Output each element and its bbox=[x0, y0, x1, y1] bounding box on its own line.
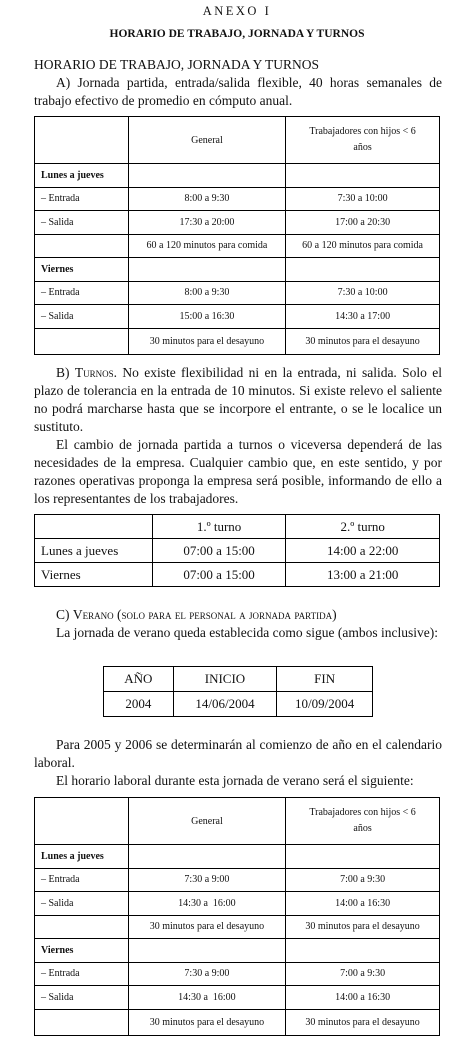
table-cell: 07:00 a 15:00 bbox=[152, 563, 286, 587]
table-cell: 7:30 a 9:00 bbox=[128, 868, 285, 892]
column-header-general: General bbox=[128, 117, 285, 164]
table-cell-empty bbox=[128, 939, 285, 963]
table-row bbox=[35, 328, 440, 354]
table-row bbox=[35, 892, 440, 916]
table-row bbox=[35, 939, 440, 963]
table-cell-empty bbox=[35, 1009, 129, 1035]
row-label-mon-thu: Lunes a jueves bbox=[35, 164, 129, 188]
table-cell: 30 minutos para el desayuno bbox=[128, 1009, 285, 1035]
row-label-entry: – Entrada bbox=[35, 281, 129, 305]
table-row bbox=[35, 845, 440, 869]
shift-table bbox=[34, 514, 440, 587]
schedule-table-split bbox=[34, 116, 440, 355]
table-row bbox=[35, 563, 440, 587]
table-row bbox=[35, 281, 440, 305]
column-header-children-text: Trabajadores con hijos < 6 años bbox=[309, 126, 416, 153]
table-header-row bbox=[104, 667, 373, 692]
table-row bbox=[35, 258, 440, 282]
table-cell: 30 minutos para el desayuno bbox=[286, 1009, 440, 1035]
paragraph-c bbox=[34, 606, 442, 624]
table-cell: 17:30 a 20:00 bbox=[128, 211, 285, 235]
table-cell: 14:00 a 22:00 bbox=[286, 539, 440, 563]
table-row bbox=[35, 187, 440, 211]
row-label-friday: Viernes bbox=[35, 258, 129, 282]
table-header-row bbox=[35, 117, 440, 164]
main-title: HORARIO DE TRABAJO, JORNADA Y TURNOS bbox=[109, 28, 365, 40]
table-cell: 14:00 a 16:30 bbox=[286, 892, 440, 916]
column-header-children bbox=[286, 798, 440, 845]
table-cell: 8:00 a 9:30 bbox=[128, 187, 285, 211]
table-cell: 30 minutos para el desayuno bbox=[128, 915, 285, 939]
paragraph-b2: El cambio de jornada partida a turnos o viceversa dependerá de las necesidades de la empresa. Cualquier cambio que, en este sentido, y por razones operativas proponga la empresa será posible, informando de ello a los representantes de los trabajadores. bbox=[34, 437, 442, 506]
paragraph-a: A) Jornada partida, entrada/salida flexible, 40 horas semanales de trabajo efectivo de promedio en cómputo anual. bbox=[34, 75, 442, 108]
row-label-friday: Viernes bbox=[35, 563, 153, 587]
row-label-exit: – Salida bbox=[35, 892, 129, 916]
column-header-second-shift: 2.º turno bbox=[286, 515, 440, 539]
table-cell: 07:00 a 15:00 bbox=[152, 539, 286, 563]
table-cell-empty bbox=[35, 328, 129, 354]
table-row bbox=[104, 692, 373, 717]
row-label-mon-thu: Lunes a jueves bbox=[35, 539, 153, 563]
table-cell: 30 minutos para el desayuno bbox=[286, 328, 440, 354]
row-label-exit: – Salida bbox=[35, 305, 129, 329]
column-header-children-text: Trabajadores con hijos < 6 años bbox=[309, 807, 416, 834]
row-label-entry: – Entrada bbox=[35, 187, 129, 211]
row-label-exit: – Salida bbox=[35, 986, 129, 1010]
column-header-start: INICIO bbox=[173, 667, 277, 692]
table-cell-empty bbox=[286, 845, 440, 869]
column-header-general: General bbox=[128, 798, 285, 845]
paragraph-e: El horario laboral durante esta jornada de verano será el siguiente: bbox=[56, 773, 414, 788]
table-cell: 2004 bbox=[104, 692, 174, 717]
paragraph-b-text: . No existe flexibilidad ni en la entrada, ni salida. Solo el plazo de tolerancia en la entrada de 10 minutos. Si existe relevo el saliente no podrá marcharse hasta que se incorpore el entrante, o se le localice un sustituto. bbox=[34, 365, 443, 434]
table-cell: 60 a 120 minutos para comida bbox=[286, 234, 440, 258]
table-cell: 60 a 120 minutos para comida bbox=[128, 234, 285, 258]
table-row bbox=[35, 915, 440, 939]
table-cell: 13:00 a 21:00 bbox=[286, 563, 440, 587]
table-cell: 14:00 a 16:30 bbox=[286, 986, 440, 1010]
row-label-entry: – Entrada bbox=[35, 962, 129, 986]
table-cell: 14:30 a 16:00 bbox=[128, 986, 285, 1010]
table-cell: 7:00 a 9:30 bbox=[286, 868, 440, 892]
table-cell: 7:30 a 10:00 bbox=[286, 187, 440, 211]
section-title: HORARIO DE TRABAJO, JORNADA Y TURNOS bbox=[34, 57, 320, 72]
table-cell-empty bbox=[35, 515, 153, 539]
schedule-table-summer bbox=[34, 797, 440, 1036]
column-header-first-shift: 1.º turno bbox=[152, 515, 286, 539]
table-cell-empty bbox=[35, 798, 129, 845]
table-row bbox=[35, 211, 440, 235]
paragraph-d: Para 2005 y 2006 se determinarán al comienzo de año en el calendario laboral. bbox=[34, 737, 442, 770]
table-row bbox=[35, 868, 440, 892]
table-cell-empty bbox=[286, 258, 440, 282]
row-label-friday: Viernes bbox=[35, 939, 129, 963]
column-header-year: AÑO bbox=[104, 667, 174, 692]
table-cell-empty bbox=[286, 164, 440, 188]
table-cell-empty bbox=[128, 258, 285, 282]
row-label-exit: – Salida bbox=[35, 211, 129, 235]
table-cell: 7:30 a 9:00 bbox=[128, 962, 285, 986]
row-label-entry: – Entrada bbox=[35, 868, 129, 892]
table-cell-empty bbox=[128, 845, 285, 869]
table-cell: 30 minutos para el desayuno bbox=[286, 915, 440, 939]
table-row bbox=[35, 234, 440, 258]
table-row bbox=[35, 962, 440, 986]
paragraph-c-prefix: C) bbox=[56, 607, 73, 622]
table-cell: 30 minutos para el desayuno bbox=[128, 328, 285, 354]
paragraph-b bbox=[34, 364, 442, 436]
column-header-children bbox=[286, 117, 440, 164]
table-row bbox=[35, 1009, 440, 1035]
summer-dates-table bbox=[103, 666, 373, 717]
row-label-mon-thu: Lunes a jueves bbox=[35, 845, 129, 869]
paragraph-c-heading: Verano (solo para el personal a jornada partida) bbox=[72, 607, 337, 622]
table-cell: 14:30 a 17:00 bbox=[286, 305, 440, 329]
column-header-end: FIN bbox=[277, 667, 373, 692]
paragraph-c2: La jornada de verano queda establecida como sigue (ambos inclusive): bbox=[56, 625, 438, 640]
table-cell: 14:30 a 16:00 bbox=[128, 892, 285, 916]
table-cell-empty bbox=[286, 939, 440, 963]
table-cell-empty bbox=[35, 117, 129, 164]
table-cell: 10/09/2004 bbox=[277, 692, 373, 717]
table-cell: 17:00 a 20:30 bbox=[286, 211, 440, 235]
paragraph-b-prefix: B) bbox=[56, 365, 75, 380]
table-cell-empty bbox=[35, 234, 129, 258]
table-cell: 7:30 a 10:00 bbox=[286, 281, 440, 305]
table-cell: 14/06/2004 bbox=[173, 692, 277, 717]
table-row bbox=[35, 164, 440, 188]
table-row bbox=[35, 305, 440, 329]
table-cell: 8:00 a 9:30 bbox=[128, 281, 285, 305]
annex-title: ANEXO I bbox=[202, 4, 272, 18]
table-cell: 15:00 a 16:30 bbox=[128, 305, 285, 329]
table-row bbox=[35, 986, 440, 1010]
table-cell: 7:00 a 9:30 bbox=[286, 962, 440, 986]
table-row bbox=[35, 539, 440, 563]
table-cell-empty bbox=[128, 164, 285, 188]
table-header-row bbox=[35, 798, 440, 845]
paragraph-b-heading: Turnos bbox=[74, 365, 114, 380]
table-header-row bbox=[35, 515, 440, 539]
table-cell-empty bbox=[35, 915, 129, 939]
